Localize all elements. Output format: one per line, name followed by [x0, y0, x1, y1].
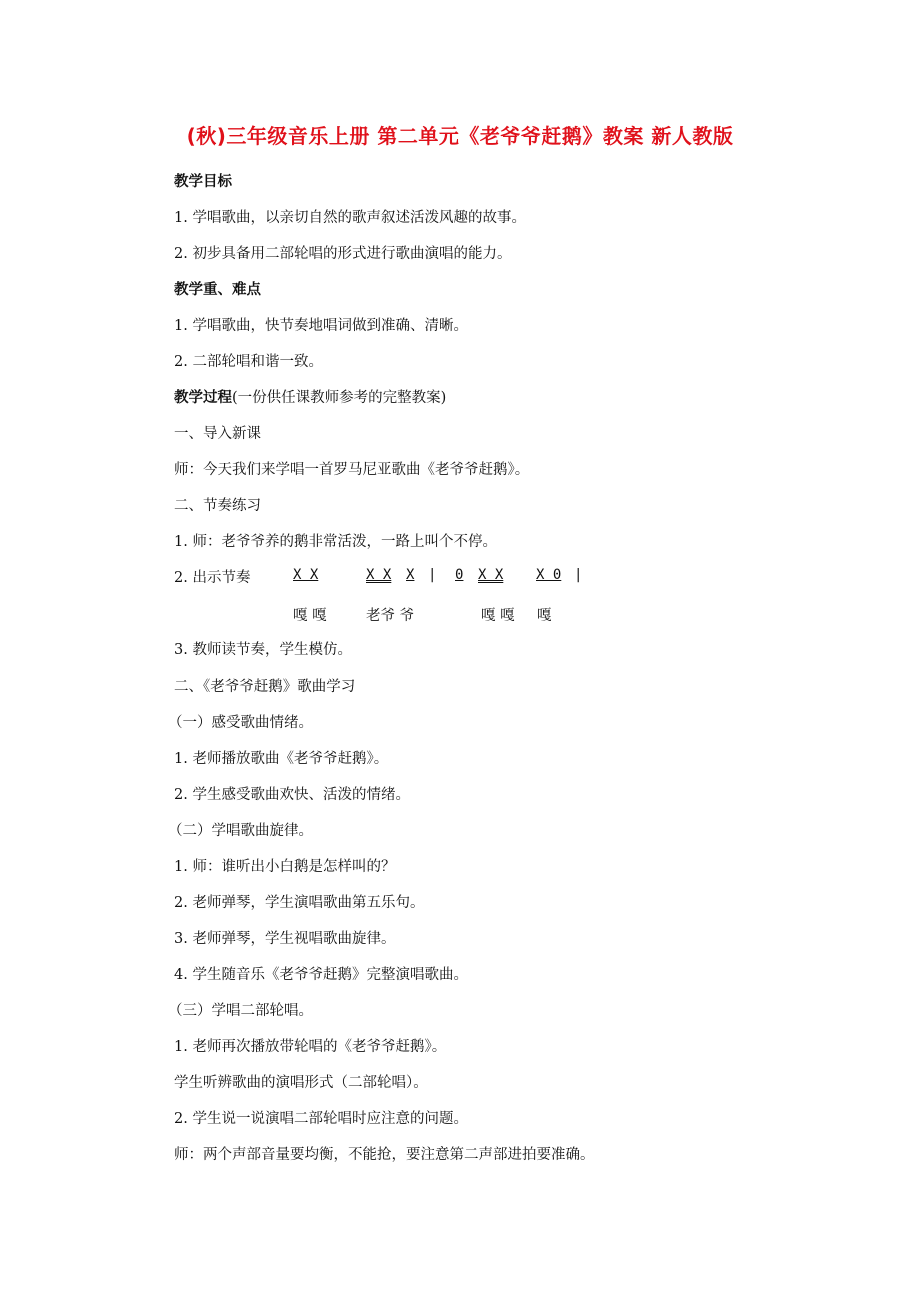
- process-note: (一份供任课教师参考的完整教案): [232, 390, 447, 406]
- subsection-title: （三）学唱二部轮唱。: [168, 1003, 313, 1019]
- objectives-heading: 教学目标: [174, 174, 232, 190]
- barline: |: [574, 567, 583, 583]
- rhythm-lyric: 嘎: [537, 608, 552, 624]
- rhythm-lyric: 嘎 嘎: [481, 608, 515, 624]
- section-text: 3. 教师读节奏，学生模仿。: [174, 642, 352, 658]
- list-item: 2. 学生说一说演唱二部轮唱时应注意的问题。: [174, 1111, 468, 1127]
- section-text: 1. 师：老爷爷养的鹅非常活泼，一路上叫个不停。: [174, 534, 497, 550]
- rhythm-label: 2. 出示节奏: [174, 570, 251, 586]
- objective-item: 2. 初步具备用二部轮唱的形式进行歌曲演唱的能力。: [174, 246, 512, 262]
- section-title: 一、导入新课: [174, 426, 261, 442]
- barline: |: [428, 567, 437, 583]
- keypoint-item: 2. 二部轮唱和谐一致。: [174, 354, 323, 370]
- list-item: 1. 老师再次播放带轮唱的《老爷爷赶鹅》。: [174, 1039, 447, 1055]
- rhythm-measure-3: X X: [478, 567, 504, 583]
- rhythm-measure-2-eighths: X X: [366, 567, 392, 583]
- rhythm-rest: 0: [455, 567, 464, 583]
- rhythm-lyric: 老爷 爷: [366, 608, 415, 624]
- objective-item: 1. 学唱歌曲，以亲切自然的歌声叙述活泼风趣的故事。: [174, 210, 526, 226]
- list-item: 2. 老师弹琴，学生演唱歌曲第五乐句。: [174, 895, 425, 911]
- list-item: 1. 老师播放歌曲《老爷爷赶鹅》。: [174, 751, 389, 767]
- list-item: 师：两个声部音量要均衡，不能抢，要注意第二声部进拍要准确。: [174, 1147, 595, 1163]
- list-item: 4. 学生随音乐《老爷爷赶鹅》完整演唱歌曲。: [174, 967, 468, 983]
- rhythm-lyric: 嘎 嘎: [293, 608, 327, 624]
- keypoints-heading: 教学重、难点: [174, 282, 261, 298]
- list-item: 学生听辨歌曲的演唱形式（二部轮唱）。: [174, 1075, 428, 1091]
- section-title: 二、《老爷爷赶鹅》歌曲学习: [174, 679, 356, 695]
- rhythm-measure-4: X 0: [536, 567, 562, 583]
- process-heading-line: [174, 386, 446, 407]
- list-item: 2. 学生感受歌曲欢快、活泼的情绪。: [174, 787, 410, 803]
- list-item: 1. 师：谁听出小白鹅是怎样叫的？: [174, 859, 396, 875]
- section-title: 二、节奏练习: [174, 498, 261, 514]
- keypoint-item: 1. 学唱歌曲，快节奏地唱词做到准确、清晰。: [174, 318, 468, 334]
- list-item: 3. 老师弹琴，学生视唱歌曲旋律。: [174, 931, 396, 947]
- rhythm-measure-1: X X: [293, 567, 319, 583]
- subsection-title: （二）学唱歌曲旋律。: [168, 823, 313, 839]
- section-text: 师：今天我们来学唱一首罗马尼亚歌曲《老爷爷赶鹅》。: [174, 462, 530, 478]
- subsection-title: （一）感受歌曲情绪。: [168, 715, 313, 731]
- process-heading: 教学过程: [174, 390, 232, 406]
- document-title: (秋)三年级音乐上册 第二单元《老爷爷赶鹅》教案 新人教版: [186, 124, 734, 148]
- rhythm-measure-2-quarter: X: [406, 567, 415, 583]
